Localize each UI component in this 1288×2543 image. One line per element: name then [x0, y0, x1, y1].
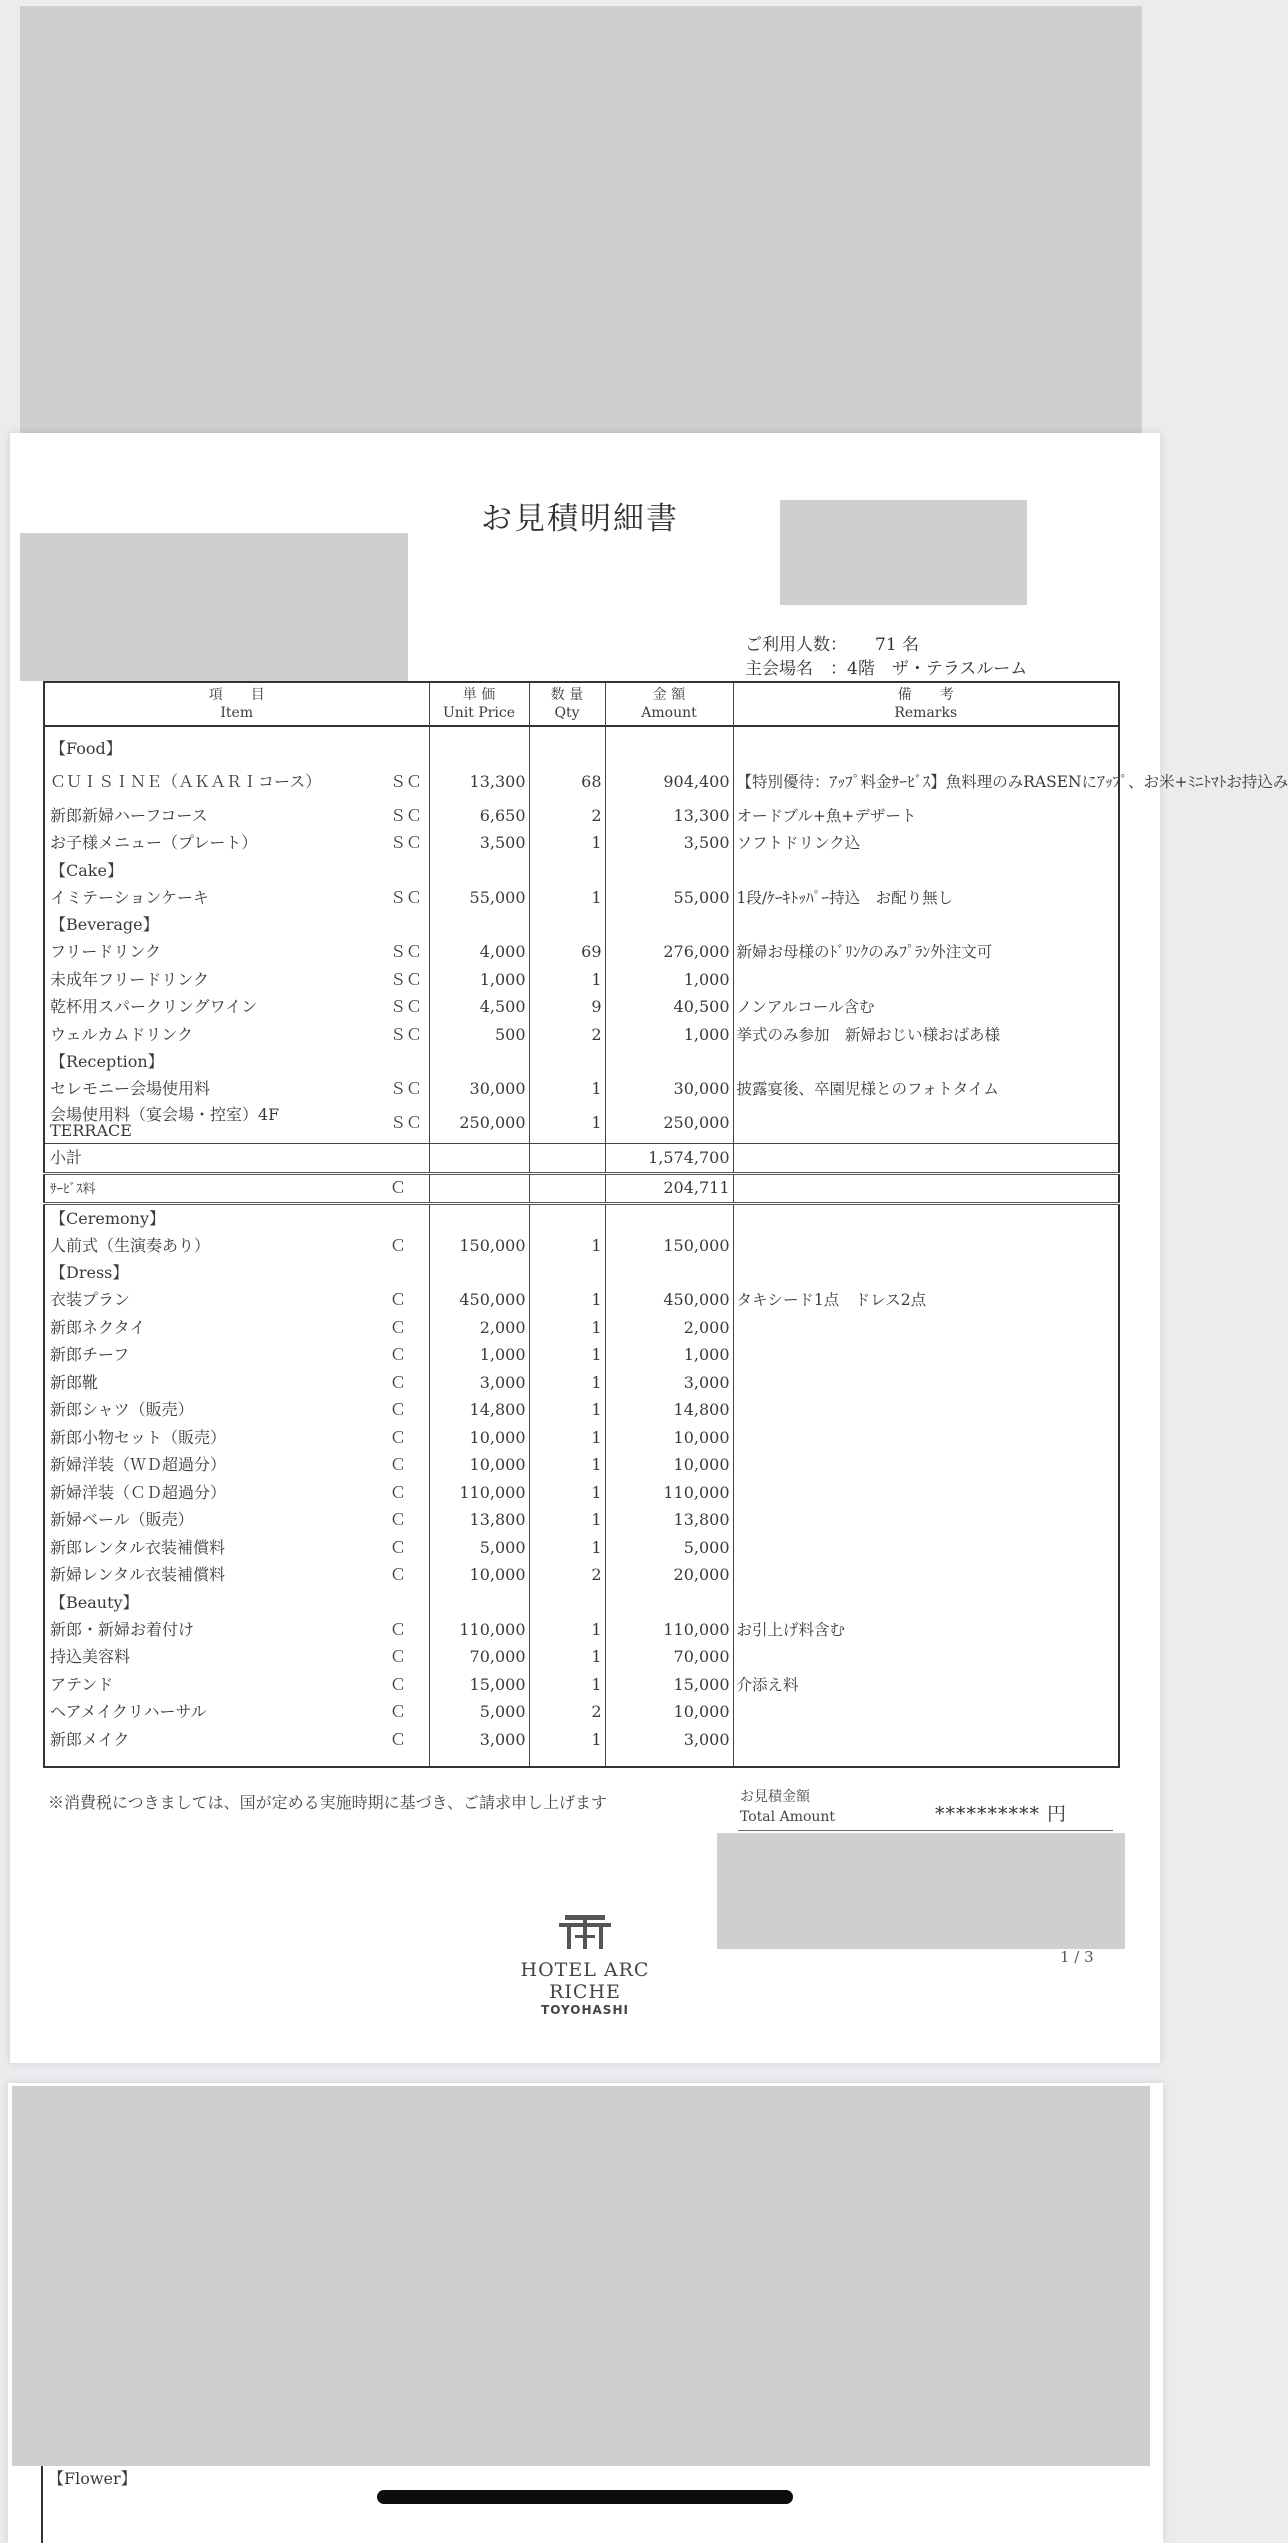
table-body: [44, 726, 1288, 1767]
subtotal-amount: 1,574,700: [605, 1144, 733, 1174]
remarks: 挙式のみ参加 新婦おじい様おばあ様: [733, 1021, 1119, 1049]
tax-code: Ｃ: [390, 1345, 407, 1365]
quantity: 1: [529, 1397, 605, 1425]
section-row: [44, 1049, 1119, 1076]
item-name: 新郎メイク: [50, 1729, 130, 1749]
item-cell: [44, 1103, 429, 1144]
amount: 150,000: [605, 1232, 733, 1260]
redacted-block-bottom: [12, 2086, 1150, 2466]
quantity: 2: [529, 1562, 605, 1590]
item-cell: [44, 830, 429, 858]
unit-price: 13,300: [429, 762, 529, 802]
item-cell: [44, 939, 429, 967]
redacted-block-top: [20, 6, 1142, 451]
tax-code: ＳＣ: [390, 942, 423, 962]
item-cell: [44, 1507, 429, 1535]
item-cell: [44, 994, 429, 1022]
item-cell: [44, 1534, 429, 1562]
section-row: [44, 1589, 1119, 1616]
quantity: 9: [529, 994, 605, 1022]
header-remarks: 備 考 Remarks: [733, 682, 1119, 726]
unit-price: 3,500: [429, 830, 529, 858]
table-row: [44, 1534, 1119, 1562]
table-header: [44, 682, 1119, 726]
item-name: 新郎靴: [50, 1372, 99, 1392]
item-cell: [44, 1314, 429, 1342]
item-name: ヘアメイクリハーサル: [50, 1702, 207, 1722]
total-amount: ********** 円: [935, 1803, 1068, 1825]
tax-code: Ｃ: [390, 1427, 407, 1447]
item-cell: [44, 1076, 429, 1104]
amount: 1,000: [605, 1021, 733, 1049]
item-cell: [44, 1397, 429, 1425]
table-row: [44, 1369, 1119, 1397]
tax-code: Ｃ: [390, 1400, 407, 1420]
item-cell: [44, 884, 429, 912]
guests-value: 71 名: [875, 635, 920, 655]
quantity: 68: [529, 762, 605, 802]
item-cell: [44, 1644, 429, 1672]
tax-code: ＳＣ: [390, 1079, 423, 1099]
page-number: 1 / 3: [1060, 1948, 1094, 1966]
tax-code: ＳＣ: [390, 887, 423, 907]
remarks: [733, 1726, 1119, 1754]
table-row: [44, 1314, 1119, 1342]
item-name: 新婦ベール（販売）: [50, 1510, 194, 1530]
table-row: [44, 1726, 1119, 1754]
tax-code: ＳＣ: [390, 1113, 423, 1132]
item-name: 新郎新婦ハーフコース: [50, 805, 208, 825]
table-row: [44, 1699, 1119, 1727]
tax-code: Ｃ: [390, 1455, 407, 1475]
table-row: [44, 1616, 1119, 1644]
tax-code: Ｃ: [390, 1178, 407, 1198]
remarks: [733, 966, 1119, 994]
amount: 13,800: [605, 1507, 733, 1535]
section-label: 【Food】: [50, 738, 122, 758]
tax-code: ＳＣ: [390, 1024, 423, 1044]
section-label: 【Reception】: [50, 1052, 164, 1071]
table-row: [44, 1424, 1119, 1452]
item-name: 新郎チーフ: [50, 1345, 130, 1365]
item-cell: [44, 1021, 429, 1049]
quantity: 1: [529, 1671, 605, 1699]
section-label: 【Ceremony】: [50, 1208, 165, 1228]
hotel-logo-icon: [555, 1913, 615, 1951]
section-row: [44, 912, 1119, 939]
section-label: 【Cake】: [50, 860, 123, 880]
item-name: 新郎・新婦お着付け: [50, 1619, 195, 1639]
unit-price: 10,000: [429, 1452, 529, 1480]
tax-code: Ｃ: [390, 1510, 407, 1530]
venue-value: 4階 ザ・テラスルーム: [847, 659, 1028, 679]
item-cell: [44, 1232, 429, 1260]
unit-price: 10,000: [429, 1424, 529, 1452]
subtotal-row: [44, 1144, 1119, 1174]
table-row: [44, 802, 1119, 830]
unit-price: 110,000: [429, 1479, 529, 1507]
remarks: ノンアルコール含む: [733, 994, 1119, 1022]
table-row: [44, 966, 1119, 994]
unit-price: 10,000: [429, 1562, 529, 1590]
tax-code: Ｃ: [390, 1647, 407, 1667]
table-row: [44, 1232, 1119, 1260]
remarks: お引上げ料含む: [733, 1616, 1119, 1644]
remarks: [733, 1507, 1119, 1535]
tax-code: Ｃ: [390, 1372, 407, 1392]
item-cell: [44, 1699, 429, 1727]
item-name: 乾杯用スパークリングワイン: [50, 997, 258, 1017]
amount: 14,800: [605, 1397, 733, 1425]
quantity: 1: [529, 1534, 605, 1562]
tax-code: ＳＣ: [390, 805, 423, 825]
item-name: 会場使用料（宴会場・控室）4F TERRACE: [50, 1104, 280, 1140]
quantity: 69: [529, 939, 605, 967]
table-row: [44, 1397, 1119, 1425]
item-cell: [44, 1726, 429, 1754]
amount: 3,000: [605, 1726, 733, 1754]
table-row: [44, 1644, 1119, 1672]
item-cell: [44, 1562, 429, 1590]
hotel-logo: [485, 1913, 685, 2017]
item-name: 人前式（生演奏あり）: [50, 1235, 211, 1255]
item-name: 新婦洋装（ＣＤ超過分）: [50, 1482, 227, 1502]
redacted-block-left: [20, 533, 408, 681]
unit-price: 500: [429, 1021, 529, 1049]
unit-price: 6,650: [429, 802, 529, 830]
quantity: 1: [529, 1314, 605, 1342]
quantity: 2: [529, 1021, 605, 1049]
unit-price: 14,800: [429, 1397, 529, 1425]
item-name: セレモニー会場使用料: [50, 1079, 211, 1099]
unit-price: 5,000: [429, 1699, 529, 1727]
table-border: [41, 2466, 43, 2543]
quantity: 2: [529, 802, 605, 830]
unit-price: 5,000: [429, 1534, 529, 1562]
tax-code: Ｃ: [390, 1537, 407, 1557]
amount: 110,000: [605, 1616, 733, 1644]
quantity: 1: [529, 1726, 605, 1754]
item-name: 新婦洋装（ＷＤ超過分）: [50, 1455, 227, 1475]
remarks: [733, 1314, 1119, 1342]
quantity: 1: [529, 1232, 605, 1260]
amount: 250,000: [605, 1103, 733, 1144]
unit-price: 15,000: [429, 1671, 529, 1699]
table-row: [44, 994, 1119, 1022]
remarks: [733, 1562, 1119, 1590]
redacted-block-right: [780, 500, 1027, 605]
quantity: 1: [529, 1287, 605, 1315]
section-row: [44, 726, 1119, 762]
header-item: 項 目 Item: [44, 682, 429, 726]
subtotal-label: 小計: [44, 1144, 429, 1174]
redacted-block-total: [717, 1833, 1125, 1949]
estimate-table: [43, 681, 1288, 1768]
hotel-name: HOTEL ARC RICHE: [520, 1959, 650, 2003]
amount: 30,000: [605, 1076, 733, 1104]
amount: 5,000: [605, 1534, 733, 1562]
remarks: 新婦お母様のﾄﾞﾘﾝｸのみﾌﾟﾗﾝ外注文可: [733, 939, 1119, 967]
remarks: オードブル+魚+デザート: [733, 802, 1119, 830]
header-qty: 数 量 Qty: [529, 682, 605, 726]
usage-info: [745, 633, 1027, 681]
item-cell: [44, 1671, 429, 1699]
header-amount: 金 額 Amount: [605, 682, 733, 726]
service-label: ｻｰﾋﾞｽ料: [50, 1181, 96, 1197]
section-flower: 【Flower】: [48, 2469, 137, 2488]
amount: 15,000: [605, 1671, 733, 1699]
amount: 10,000: [605, 1452, 733, 1480]
estimate-page: [10, 433, 1288, 2063]
item-name: 新郎シャツ（販売）: [50, 1400, 194, 1420]
service-charge-row: [44, 1173, 1119, 1204]
hotel-location: TOYOHASHI: [541, 2003, 629, 2017]
item-name: ＣＵＩＳＩＮＥ（ＡＫＡＲＩコース）: [50, 772, 322, 791]
tax-note: ※消費税につきましては、国が定める実施時期に基づき、ご請求申し上げます: [48, 1793, 608, 1812]
remarks: [733, 1699, 1119, 1727]
item-name: 持込美容料: [50, 1647, 131, 1667]
item-name: 未成年フリードリンク: [50, 969, 210, 989]
item-cell: [44, 1342, 429, 1370]
amount: 450,000: [605, 1287, 733, 1315]
quantity: 1: [529, 1644, 605, 1672]
tax-code: Ｃ: [390, 1702, 407, 1722]
total-label: お見積金額 Total Amount: [740, 1789, 836, 1825]
remarks: タキシード1点 ドレス2点: [733, 1287, 1119, 1315]
item-name: アテンド: [50, 1674, 114, 1694]
tax-code: ＳＣ: [390, 969, 423, 989]
section-row: [44, 1260, 1119, 1287]
remarks: [733, 1479, 1119, 1507]
quantity: 1: [529, 1424, 605, 1452]
table-row: [44, 1076, 1119, 1104]
unit-price: 1,000: [429, 966, 529, 994]
unit-price: 4,500: [429, 994, 529, 1022]
item-cell: [44, 1616, 429, 1644]
item-name: 新郎小物セット（販売）: [50, 1427, 227, 1447]
table-row: [44, 1021, 1119, 1049]
tax-code: Ｃ: [390, 1619, 407, 1639]
unit-price: 1,000: [429, 1342, 529, 1370]
tax-code: Ｃ: [390, 1290, 407, 1310]
service-amount: 204,711: [605, 1173, 733, 1204]
quantity: 1: [529, 1452, 605, 1480]
quantity: 1: [529, 966, 605, 994]
unit-price: 30,000: [429, 1076, 529, 1104]
quantity: 1: [529, 1103, 605, 1144]
item-cell: [44, 802, 429, 830]
amount: 40,500: [605, 994, 733, 1022]
table-padding-row: [44, 1754, 1119, 1767]
tax-code: ＳＣ: [390, 997, 423, 1017]
quantity: 1: [529, 1342, 605, 1370]
unit-price: 13,800: [429, 1507, 529, 1535]
amount: 55,000: [605, 884, 733, 912]
tax-code: Ｃ: [390, 1235, 407, 1255]
table-row: [44, 1562, 1119, 1590]
remarks: 披露宴後、卒園児様とのフォトタイム: [733, 1076, 1119, 1104]
unit-price: 2,000: [429, 1314, 529, 1342]
item-name: 衣装プラン: [50, 1290, 131, 1310]
item-cell: [44, 1479, 429, 1507]
table-row: [44, 1479, 1119, 1507]
item-name: お子様メニュー（プレート）: [50, 833, 258, 853]
amount: 2,000: [605, 1314, 733, 1342]
item-cell: [44, 1424, 429, 1452]
amount: 10,000: [605, 1424, 733, 1452]
remarks: [733, 1534, 1119, 1562]
amount: 70,000: [605, 1644, 733, 1672]
remarks: [733, 1232, 1119, 1260]
table-row: [44, 1287, 1119, 1315]
unit-price: 3,000: [429, 1726, 529, 1754]
venue-label: 主会場名 ：: [745, 659, 847, 679]
amount: 20,000: [605, 1562, 733, 1590]
amount: 13,300: [605, 802, 733, 830]
section-label: 【Beverage】: [50, 915, 159, 934]
tax-code: Ｃ: [390, 1482, 407, 1502]
unit-price: 150,000: [429, 1232, 529, 1260]
amount: 904,400: [605, 762, 733, 802]
amount: 10,000: [605, 1699, 733, 1727]
table-row: [44, 1452, 1119, 1480]
quantity: 1: [529, 1616, 605, 1644]
remarks: [733, 1452, 1119, 1480]
table-row: [44, 1342, 1119, 1370]
item-cell: [44, 966, 429, 994]
amount: 1,000: [605, 1342, 733, 1370]
remarks: [733, 1397, 1119, 1425]
unit-price: 450,000: [429, 1287, 529, 1315]
quantity: 1: [529, 884, 605, 912]
estimate-page-2: [8, 2083, 1163, 2543]
amount: 1,000: [605, 966, 733, 994]
remarks: [733, 1644, 1119, 1672]
quantity: 1: [529, 1479, 605, 1507]
home-indicator[interactable]: [377, 2490, 793, 2504]
table-row: [44, 830, 1119, 858]
quantity: 1: [529, 1076, 605, 1104]
item-name: 新婦レンタル衣装補償料: [50, 1565, 225, 1585]
remarks: 介添え料: [733, 1671, 1119, 1699]
quantity: 1: [529, 1369, 605, 1397]
item-name: 新郎レンタル衣装補償料: [50, 1537, 225, 1557]
tax-code: Ｃ: [390, 1674, 407, 1694]
tax-code: Ｃ: [390, 1317, 407, 1337]
table-row: [44, 1103, 1119, 1144]
document-title: お見積明細書: [481, 501, 679, 537]
amount: 3,500: [605, 830, 733, 858]
remarks: 【特別優待：ｱｯﾌﾟ料金ｻｰﾋﾞｽ】魚料理のみRASENにｱｯﾌﾟ、お米+ﾐﾆﾄﾏﾄお持込み: [733, 762, 1119, 802]
item-name: ウェルカムドリンク: [50, 1024, 194, 1044]
table-row: [44, 884, 1119, 912]
tax-code: ＳＣ: [390, 772, 423, 791]
item-cell: [44, 762, 429, 802]
item-name: イミテーションケーキ: [50, 887, 210, 907]
unit-price: 55,000: [429, 884, 529, 912]
total-underline: [738, 1830, 1113, 1831]
quantity: 1: [529, 830, 605, 858]
remarks: 1段/ｹｰｷﾄｯﾊﾟｰ持込 お配り無し: [733, 884, 1119, 912]
amount: 3,000: [605, 1369, 733, 1397]
item-cell: [44, 1452, 429, 1480]
tax-code: Ｃ: [390, 1729, 407, 1749]
remarks: ソフトドリンク込: [733, 830, 1119, 858]
section-label: 【Dress】: [50, 1263, 129, 1282]
header-unit-price: 単 価 Unit Price: [429, 682, 529, 726]
tax-code: Ｃ: [390, 1565, 407, 1585]
unit-price: 3,000: [429, 1369, 529, 1397]
table-row: [44, 1507, 1119, 1535]
quantity: 1: [529, 1507, 605, 1535]
amount: 276,000: [605, 939, 733, 967]
unit-price: 250,000: [429, 1103, 529, 1144]
table-row: [44, 762, 1119, 802]
section-row: [44, 857, 1119, 884]
item-name: フリードリンク: [50, 942, 162, 962]
remarks: [733, 1103, 1119, 1144]
remarks: [733, 1369, 1119, 1397]
item-cell: [44, 1369, 429, 1397]
remarks: [733, 1424, 1119, 1452]
item-name: 新郎ネクタイ: [50, 1317, 146, 1337]
quantity: 2: [529, 1699, 605, 1727]
item-cell: [44, 1287, 429, 1315]
section-label: 【Beauty】: [50, 1592, 139, 1612]
amount: 110,000: [605, 1479, 733, 1507]
section-row: [44, 1204, 1119, 1233]
table-row: [44, 939, 1119, 967]
remarks: [733, 1342, 1119, 1370]
unit-price: 70,000: [429, 1644, 529, 1672]
unit-price: 110,000: [429, 1616, 529, 1644]
tax-code: ＳＣ: [390, 833, 423, 853]
table-row: [44, 1671, 1119, 1699]
guests-label: ご利用人数：: [745, 635, 847, 655]
unit-price: 4,000: [429, 939, 529, 967]
